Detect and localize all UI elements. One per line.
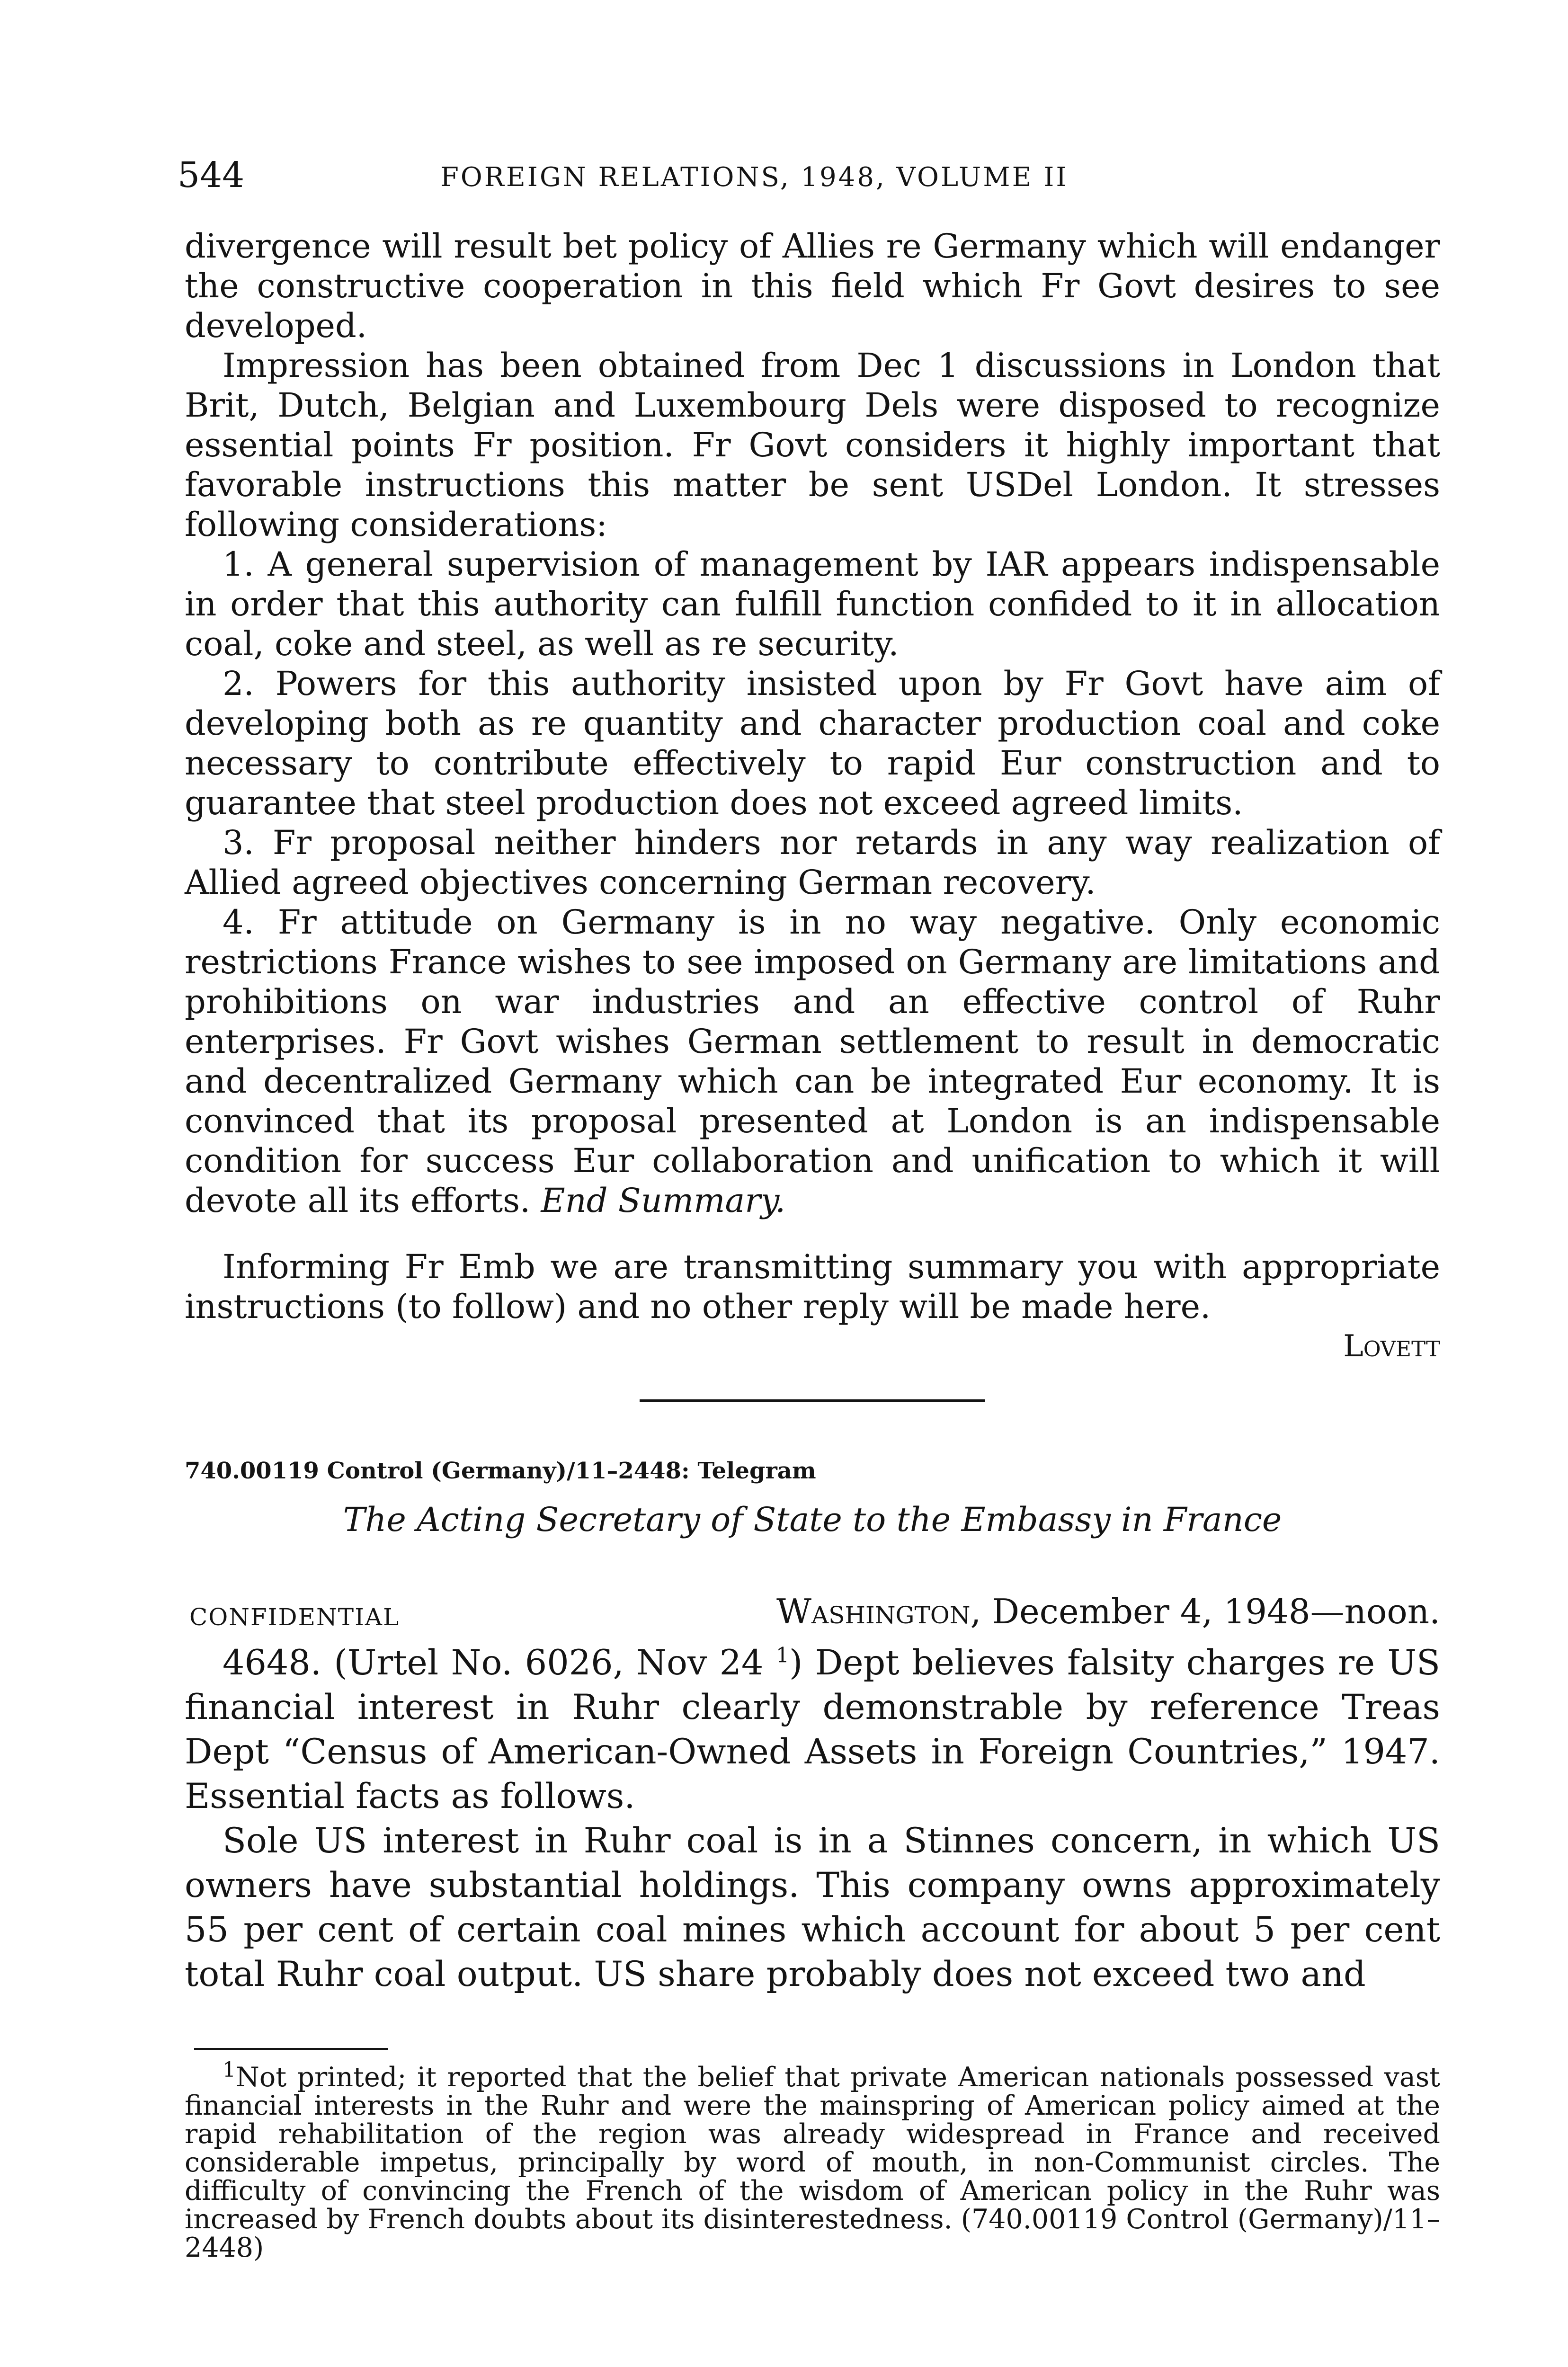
- date: December 4, 1948—noon.: [992, 1592, 1440, 1631]
- footnote-paragraph: [185, 2058, 1440, 2263]
- place: Washington,: [776, 1592, 981, 1631]
- consideration-item-4-text: 4. Fr attitude on Germany is in no way negative. Only economic restrictions France wishes to see imposed on Germany are limitations and prohibitions on war industries and an effective control of Ruhr enterprises. Fr Govt wishes German settlement to result in democratic and decentralized Germany which can be integrated Eur economy. It is convinced that its proposal presented at London is an indispensable condition for success Eur collaboration and unification to which it will devote all its efforts.: [185, 903, 1440, 1220]
- continuation-paragraph: divergence will result bet policy of Allies re Germany which will endanger the constructive cooperation in this field which Fr Govt desires to see developed.: [185, 227, 1440, 345]
- body-paragraph: Impression has been obtained from Dec 1 discussions in London that Brit, Dutch, Belgian and Luxembourg Dels were disposed to recognize essential points Fr position. Fr Govt considers it highly important that favorable instructions this matter be sent USDel London. It stresses following considerations:: [185, 346, 1440, 544]
- telegram-document: [185, 1454, 1440, 1997]
- classification-label: CONFIDENTIAL: [189, 1603, 400, 1631]
- consideration-item-4: [185, 902, 1440, 1220]
- signature: Lovett: [1343, 1329, 1440, 1364]
- closing-paragraph: Informing Fr Emb we are transmitting summary you with appropriate instructions (to follow) and no other reply will be made here.: [185, 1247, 1440, 1326]
- footnote-marker: 1: [775, 1643, 789, 1668]
- consideration-item-1: 1. A general supervision of management by IAR appears indispensable in order that this authority can fulfill function confided to it in allocation coal, coke and steel, as well as re security.: [185, 545, 1440, 663]
- footnote-divider: [194, 2048, 388, 2050]
- footnote-text: Not printed; it reported that the belief that private American nationals possessed vast financial interests in the Ruhr and were the mainspring of American policy aimed at the rapid rehabilitation of the region was already widespread in France and received considerable impetus, principally by word of mouth, in non-Communist circles. The difficulty of convincing the French of the wisdom of American policy in the Ruhr was increased by French doubts about its disinterestedness. (740.00119 Control (Germany)/11–2448): [185, 2062, 1440, 2263]
- dateline: [185, 1589, 1440, 1634]
- end-summary: End Summary.: [541, 1181, 786, 1220]
- file-reference: 740.00119 Control (Germany)/11–2448: Telegram: [185, 1458, 816, 1484]
- document-title: The Acting Secretary of State to the Embassy in France: [343, 1500, 1282, 1539]
- consideration-item-3: 3. Fr proposal neither hinders nor retards in any way realization of Allied agreed objectives concerning German recovery.: [185, 823, 1440, 902]
- place-date: [776, 1589, 1440, 1634]
- telegram-paragraph-2: Sole US interest in Ruhr coal is in a Stinnes concern, in which US owners have substantial holdings. This company owns approximately 55 per cent of certain coal mines which account for about 5 per cent total Ruhr coal output. US share probably does not exceed two and: [185, 1821, 1440, 1994]
- page-number: 544: [178, 155, 245, 196]
- telegram-number: 4648.: [223, 1643, 321, 1683]
- page-header: [178, 151, 1408, 199]
- telegram-paragraph-1: [185, 1641, 1440, 1819]
- reference-open: (Urtel No. 6026, Nov 24: [334, 1643, 764, 1683]
- running-head: FOREIGN RELATIONS, 1948, VOLUME II: [440, 162, 1069, 193]
- footnote: [185, 2058, 1440, 2263]
- paragraph-1-text: ) Dept believes falsity charges re US financial interest in Ruhr clearly demonstrable by reference Treas Dept “Census of American-Owned Assets in Foreign Countries,” 1947. Essential facts as follows.: [185, 1643, 1440, 1816]
- section-divider: [640, 1399, 985, 1402]
- continued-telegram: [185, 226, 1440, 1366]
- consideration-item-2: 2. Powers for this authority insisted upon by Fr Govt have aim of developing both as re quantity and character production coal and coke necessary to contribute effectively to rapid Eur construction and to guarantee that steel production does not exceed agreed limits.: [185, 664, 1440, 822]
- footnote-number: 1: [223, 2058, 236, 2082]
- page-body: [185, 226, 1440, 2262]
